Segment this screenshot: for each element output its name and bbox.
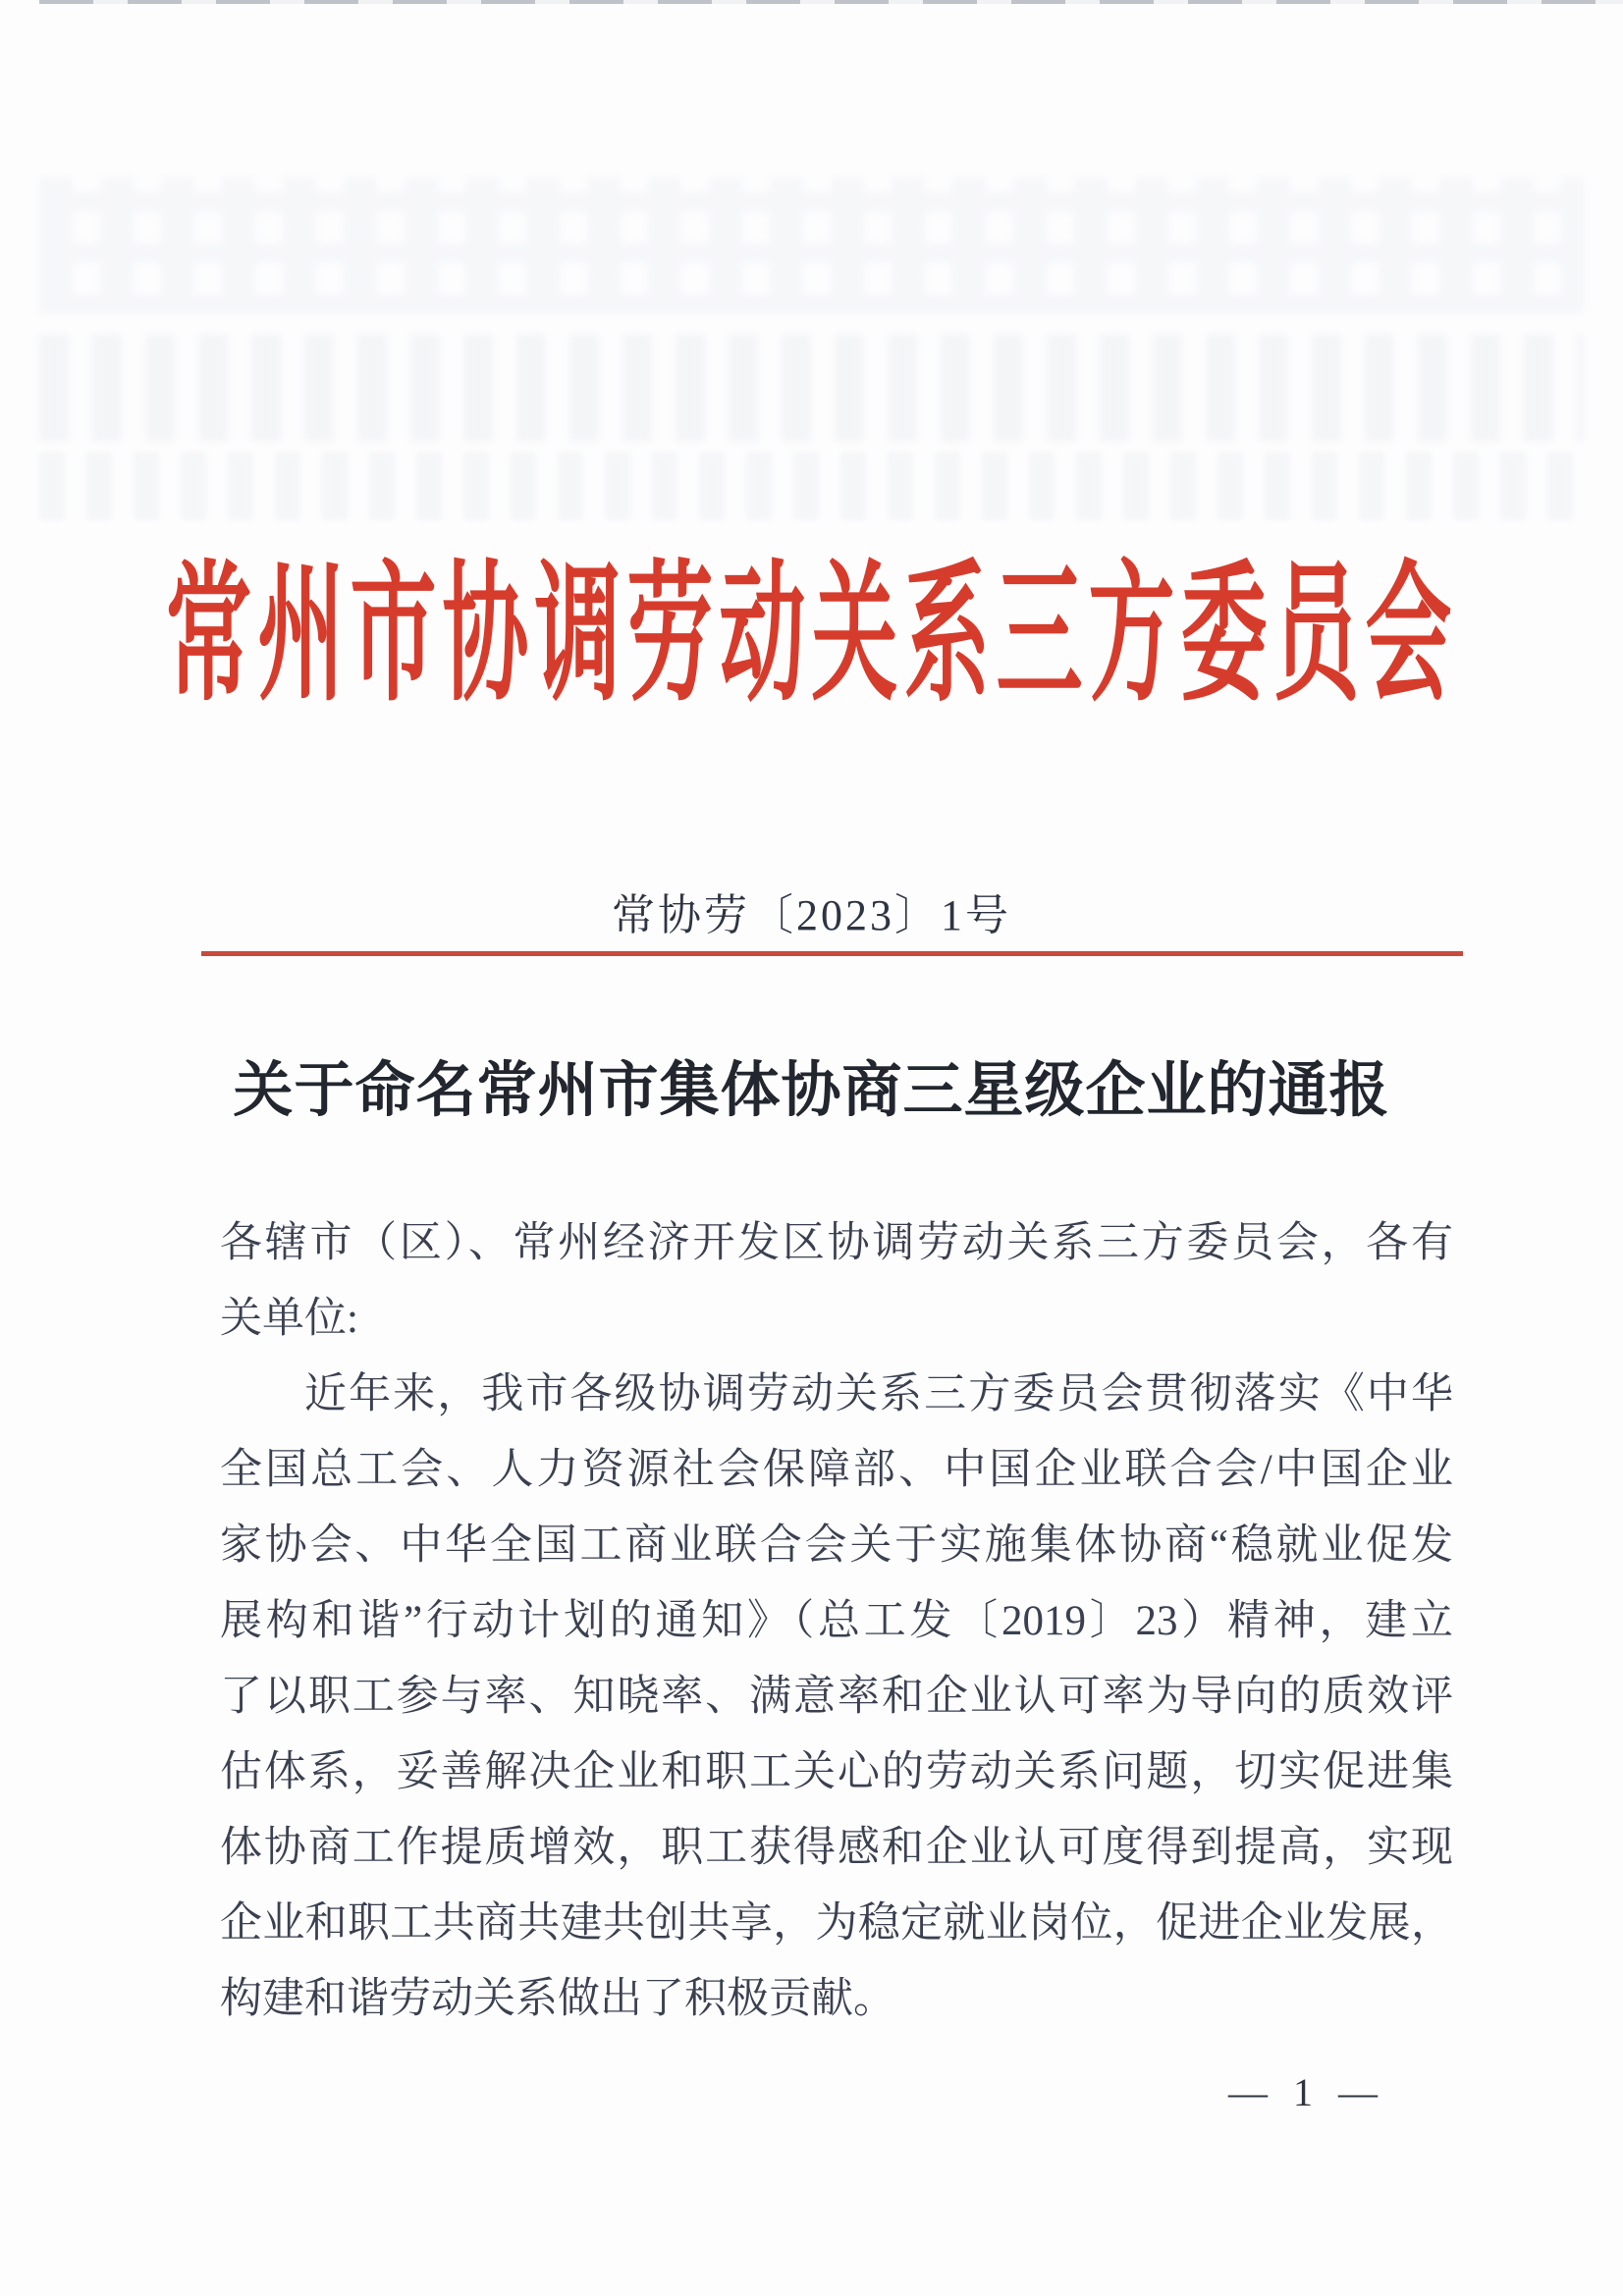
body-line: 体协商工作提质增效，职工获得感和企业认可度得到提高，实现 xyxy=(220,1825,1453,1871)
body-line: 展构和谐”行动计划的通知》（总工发〔2019〕23）精神，建立 xyxy=(220,1598,1453,1644)
body-line: 近年来，我市各级协调劳动关系三方委员会贯彻落实《中华 xyxy=(304,1371,1453,1417)
document-body xyxy=(220,1205,1453,2037)
body-line: 构建和谐劳动关系做出了积极贡献。 xyxy=(220,1976,895,2022)
issuing-authority-masthead: 常州市协调劳动关系三方委员会 xyxy=(165,554,1458,721)
document-number: 常协劳〔2023〕1号 xyxy=(612,891,1011,939)
document-title: 关于命名常州市集体协商三星级企业的通报 xyxy=(233,1058,1390,1124)
body-line: 全国总工会、人力资源社会保障部、中国企业联合会/中国企业 xyxy=(220,1447,1453,1493)
body-line: 各辖市（区）、常州经济开发区协调劳动关系三方委员会，各有 xyxy=(220,1220,1453,1266)
bleed-through-ghosting xyxy=(39,334,1584,442)
bleed-through-ghosting xyxy=(39,177,1584,314)
body-line: 估体系，妥善解决企业和职工关心的劳动关系问题，切实促进集 xyxy=(220,1749,1453,1795)
scan-edge-artifact xyxy=(39,0,1623,4)
page-number: — 1 — xyxy=(1228,2070,1385,2114)
body-line: 关单位: xyxy=(220,1296,358,1342)
body-line: 家协会、中华全国工商业联合会关于实施集体协商“稳就业促发 xyxy=(220,1522,1453,1569)
body-line: 企业和职工共商共建共创共享，为稳定就业岗位，促进企业发展， xyxy=(220,1900,1453,1947)
body-line: 了以职工参与率、知晓率、满意率和企业认可率为导向的质效评 xyxy=(220,1674,1453,1720)
red-divider-rule xyxy=(201,951,1463,956)
